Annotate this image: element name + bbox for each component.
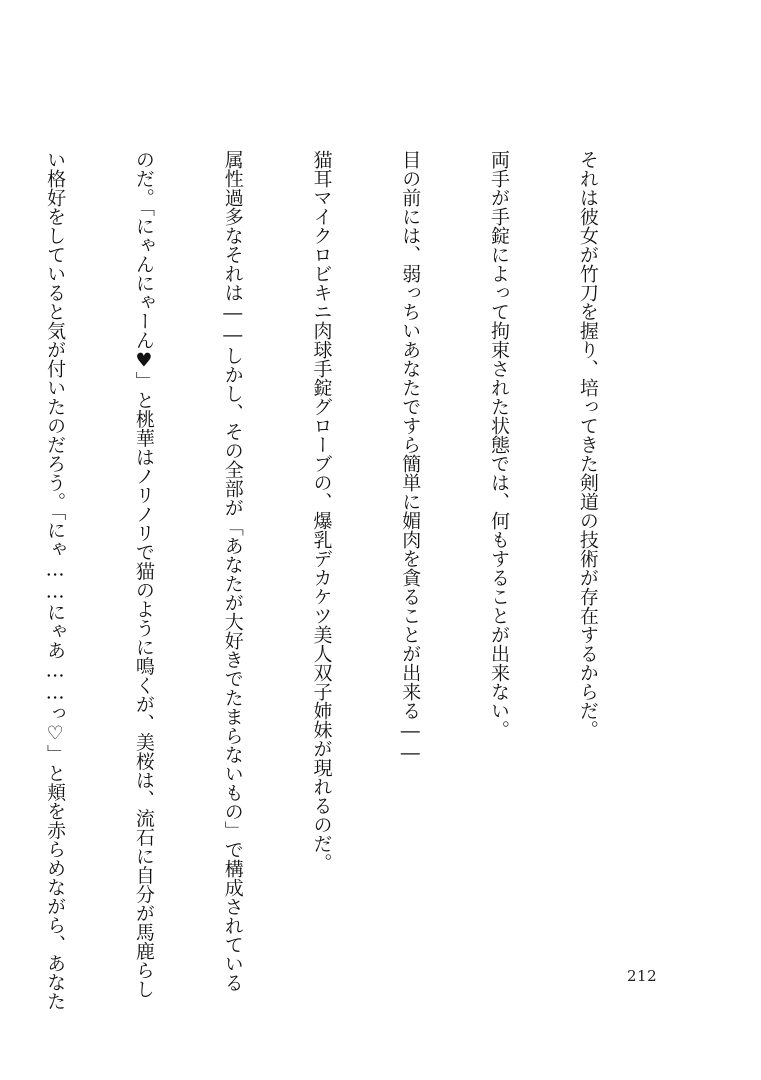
text-line: い格好をしていると気が付いたのだろう。「にゃ……にゃあ……っ♡」と頬を赤らめながら、あなた xyxy=(44,150,67,1011)
text-line: 両手が手錠によって拘束された状態では、何もすることが出来ない。 xyxy=(488,150,511,739)
text-line: のだ。「にゃんにゃーん♥」と桃華はノリノリで猫のように鳴くが、美桜は、流石に自分が馬鹿らし xyxy=(132,150,155,999)
text-line: それは彼女が竹刀を握り、培ってきた剣道の技術が存在するからだ。 xyxy=(576,150,599,739)
text-line: 属性過多なそれは――しかし、その全部が「あなたが大好きでたまらないもの」で構成されている xyxy=(221,150,244,992)
text-line: 目の前には、弱っちいあなたですら簡単に媚肉を貪ることが出来る―― xyxy=(399,150,422,764)
page-number: 212 xyxy=(627,967,658,985)
text-line: 猫耳マイクロビキニ肉球手錠グローブの、爆乳デカケツ美人双子姉妹が現れるのだ。 xyxy=(310,150,333,872)
